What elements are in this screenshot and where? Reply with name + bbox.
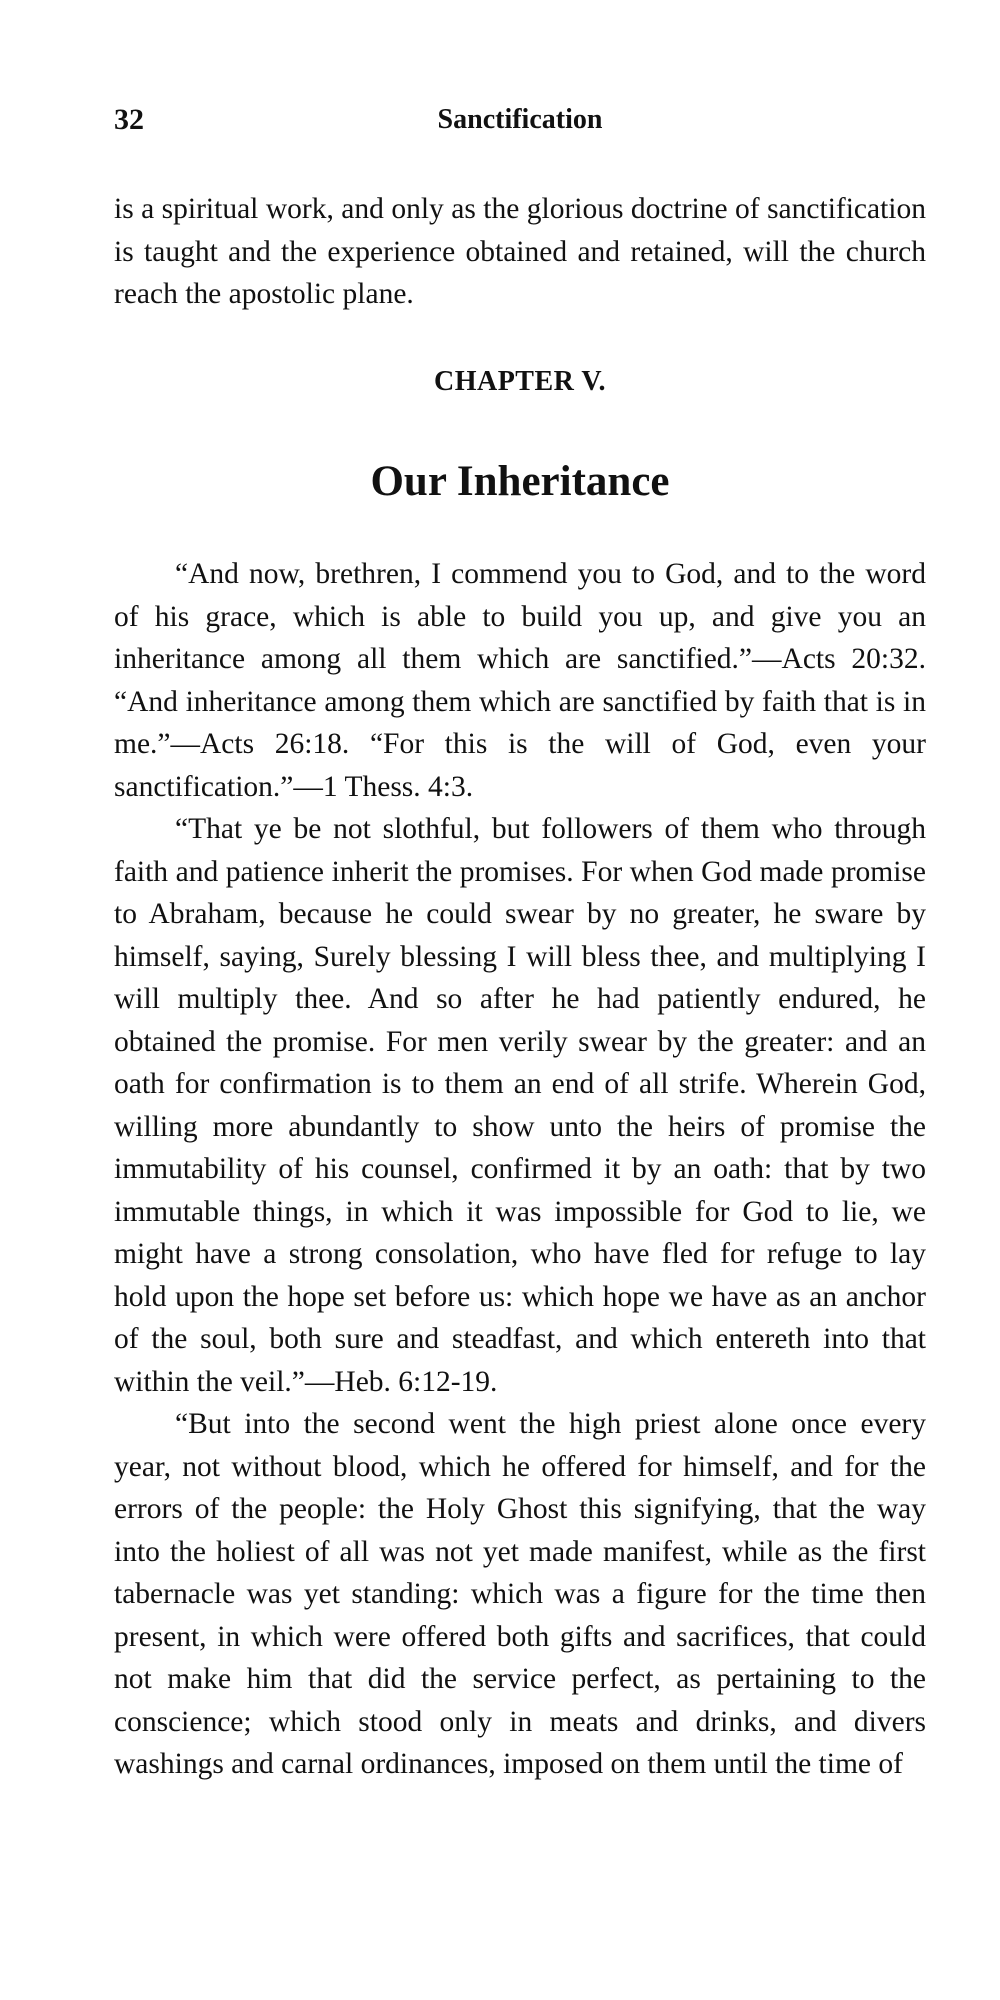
paragraph: “But into the second went the high priest alone once every year, not without blood, which he offered for himself, and for the errors of the people: the Holy Ghost this signifying, that the way into the holiest of all was not yet made manifest, while as the first tabernacle was yet standing: which was a figure for the time then present, in which were offered both gifts and sacrifices, that could not make him that did the service perfect, as pertaining to the conscience; which stood only in meats and drinks, and divers washings and carnal ordinances, imposed on them until the time of: [114, 1408, 926, 1780]
paragraph: “That ye be not slothful, but followers of them who through faith and patience inherit the promises. For when God made promise to Abraham, because he could swear by no greater, he sware by himself, saying, Surely blessing I will bless thee, and multiplying I will multiply thee. And so after he had patiently endured, he obtained the promise. For men verily swear by the greater: and an oath for confirmation is to them an end of all strife. Wherein God, willing more abundantly to show unto the heirs of promise the immutability of his counsel, confirmed it by an oath: that by two immutable things, in which it was impossible for God to lie, we might have a strong consolation, who have fled for refuge to lay hold upon the hope set before us: which hope we have as an anchor of the soul, both sure and steadfast, and which entereth into that within the veil.”—Heb. 6:12-19.: [114, 813, 926, 1398]
running-title: Sanctification: [437, 104, 603, 135]
continuation-paragraph: is a spiritual work, and only as the glorious doctrine of sanctification is taught and the experience obtained and retained, will the church reach the apostolic plane.: [114, 193, 926, 310]
chapter-title: Our Inheritance: [370, 458, 670, 505]
running-header: [114, 100, 926, 140]
chapter-body: [114, 553, 926, 1786]
chapter-label: CHAPTER V.: [433, 366, 606, 397]
page-number: 32: [114, 103, 144, 136]
paragraph: “And now, brethren, I commend you to God, and to the word of his grace, which is able to build you up, and give you an inheritance among all them which are sanctified.”—Acts 20:32. “And inheritance among them which are sanctified by faith that is in me.”—Acts 26:18. “For this is the will of God, even your sanctification.”—1 Thess. 4:3.: [114, 558, 926, 803]
